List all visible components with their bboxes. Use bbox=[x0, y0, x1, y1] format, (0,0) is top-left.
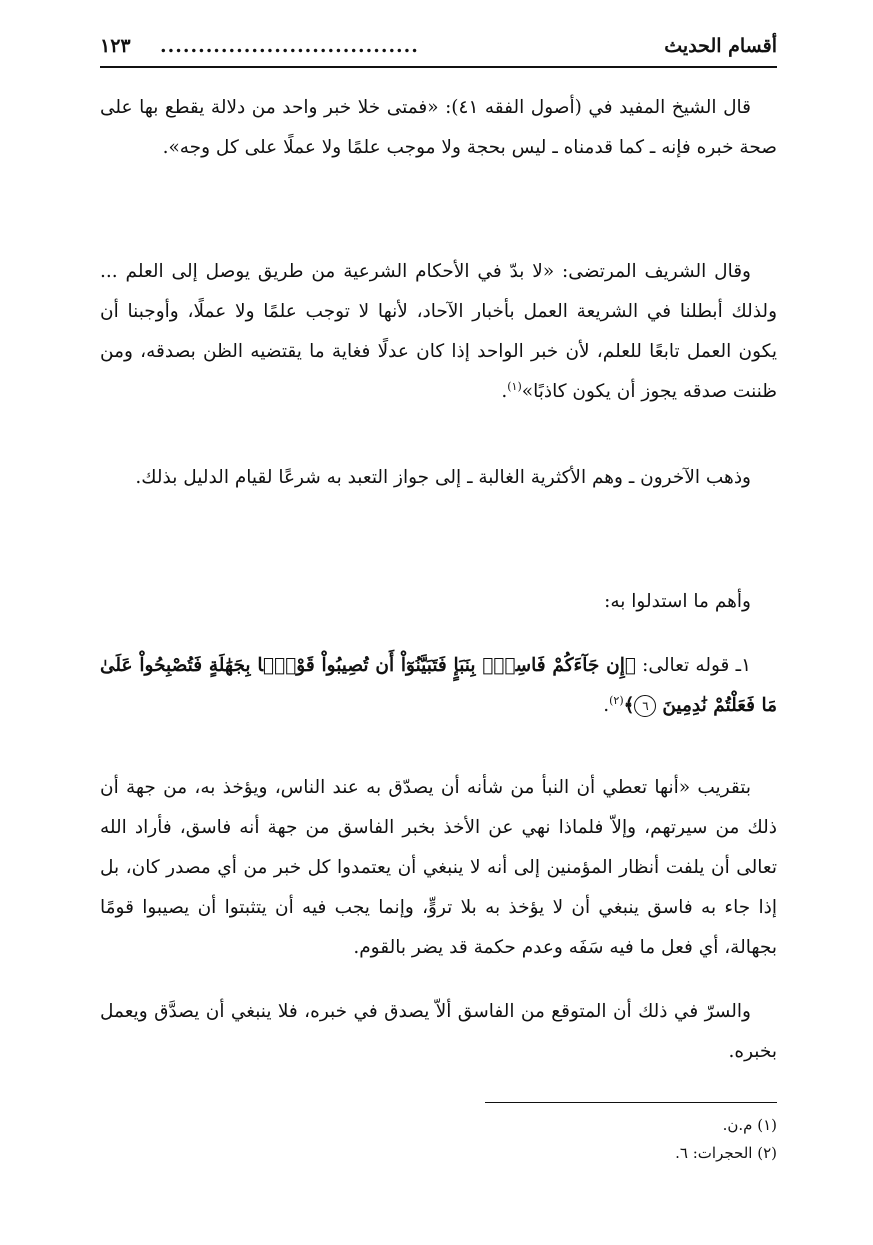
running-header bbox=[100, 30, 777, 62]
footnote-ref: (١) bbox=[507, 379, 522, 393]
page-number: ١٢٣ bbox=[100, 35, 131, 57]
paragraph-end: . bbox=[603, 695, 610, 716]
footnote-1: (١) م.ن. bbox=[722, 1116, 777, 1134]
footnote-2: (٢) الحجرات: ٦. bbox=[675, 1144, 777, 1162]
paragraph-quran-verse bbox=[100, 646, 777, 726]
paragraph-text: وأهم ما استدلوا به: bbox=[604, 591, 751, 612]
ayah-number-icon: ٦ bbox=[634, 695, 656, 717]
leader-dots: .................................. bbox=[160, 35, 419, 57]
paragraph-secret bbox=[100, 992, 777, 1072]
quran-verse: ﴿إِن جَآءَكُمْ فَاسِقُۢ بِنَبَإٍ فَتَبَيَّنُوٓاْ أَن تُصِيبُواْ قَوْمَۢا بِجَهَٰلَةٍ فَتُصْبِحُواْ عَلَىٰ مَا فَعَلْتُمْ نَٰدِمِينَ bbox=[100, 655, 777, 716]
paragraph-end: . bbox=[501, 381, 508, 402]
header-rule bbox=[100, 66, 777, 68]
paragraph-mufid-quote bbox=[100, 88, 777, 168]
footnote-rule bbox=[485, 1102, 777, 1103]
paragraph-text: بتقريب «أنها تعطي أن النبأ من شأنه أن يصدّق به عند الناس، ويؤخذ به، من جهة أن ذلك من سيرتهم، وإلاّ فلماذا نهي عن الأخذ بخبر الفاسق من جهة أنه فاسق، فأراد الله تعالى أن يلفت أنظار المؤمنين إلى أنه لا ينبغي أن يعتمدوا كل خبر من أي مصدر كان، بل إذا جاء به فاسق ينبغي أن لا يؤخذ به بلا تروٍّ، وإنما يجب فيه أن يتثبتوا أن يصيبوا قومًا بجهالة، أي فعل ما فيه سَفَه وعدم حكمة قد يضر بالقوم. bbox=[100, 777, 777, 958]
paragraph-text: قال الشيخ المفيد في (أصول الفقه ٤١): «فمتى خلا خبر واحد من دلالة يقطع بها على صحة خبره فإنه ـ كما قدمناه ـ ليس بحجة ولا موجب علمًا ولا عملًا على كل وجه». bbox=[100, 97, 777, 158]
quran-close-bracket: ﴾ bbox=[623, 695, 635, 716]
footnote-ref: (٢) bbox=[609, 693, 624, 707]
paragraph-text: وقال الشريف المرتضى: «لا بدّ في الأحكام الشرعية من طريق يوصل إلى العلم ... ولذلك أبطلنا في الشريعة العمل بأخبار الآحاد، لأنها لا توجب علمًا ولا عملًا، وأوجبنا أن يكون العمل تابعًا للعلم، لأن خبر الواحد إذا كان عدلًا فغاية ما يقتضيه الظن بصدقه، ومن ظننت صدقه يجوز أن يكون كاذبًا» bbox=[100, 261, 777, 402]
paragraph-text: والسرّ في ذلك أن المتوقع من الفاسق ألاّ يصدق في خبره، فلا ينبغي أن يصدَّق ويعمل بخبره. bbox=[100, 1001, 777, 1062]
paragraph-majority-view bbox=[100, 458, 777, 498]
paragraph-murtada-quote bbox=[100, 252, 777, 412]
paragraph-text: وذهب الآخرون ـ وهم الأكثرية الغالبة ـ إلى جواز التعبد به شرعًا لقيام الدليل بذلك. bbox=[135, 467, 751, 488]
paragraph-evidence-intro bbox=[100, 582, 777, 622]
paragraph-explanation bbox=[100, 768, 777, 968]
verse-prefix: ١ـ قوله تعالى: bbox=[635, 655, 751, 676]
book-page bbox=[100, 30, 777, 1162]
chapter-title: أقسام الحديث bbox=[664, 35, 777, 57]
